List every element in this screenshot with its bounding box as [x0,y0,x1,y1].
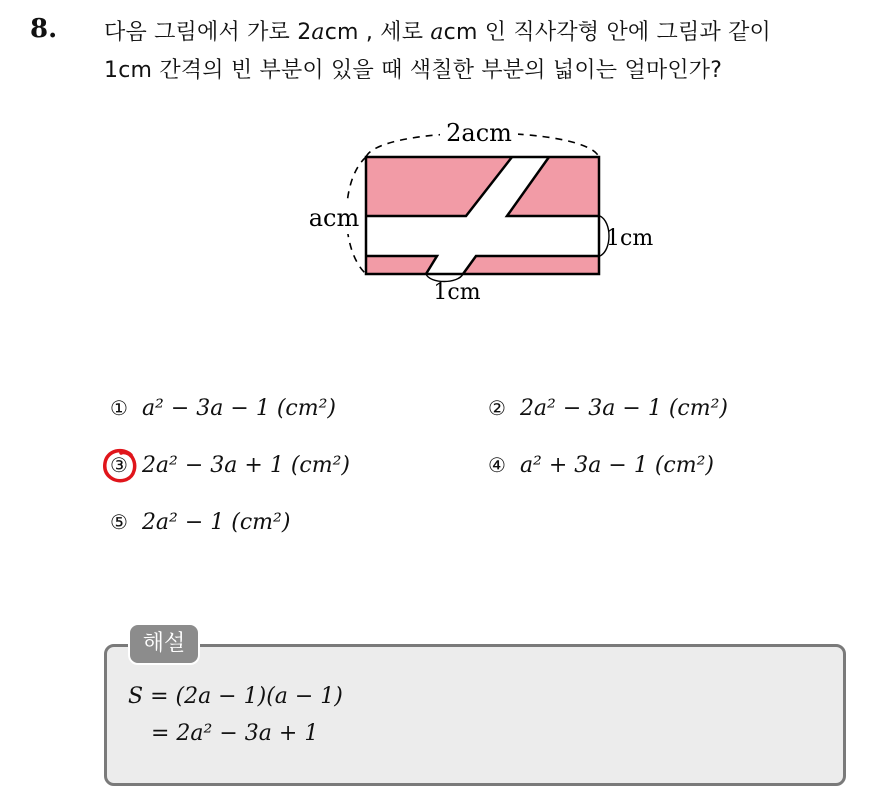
shaded-bottom-right [463,256,599,274]
question-number: 8. [30,14,58,44]
solution-tag: 해설 [128,623,200,665]
solution-line-1: S = (2a − 1)(a − 1) [128,684,343,709]
question-line-2: 1cm 간격의 빈 부분이 있을 때 색칠한 부분의 넓이는 얼마인가? [104,58,723,83]
solution-box [104,644,846,786]
choice-4[interactable]: ④ a² + 3a − 1 (cm²) [488,453,714,478]
question-line-1: 다음 그림에서 가로 2acm , 세로 acm 인 직사각형 안에 그림과 같이 [104,20,771,45]
choice-1[interactable]: ① a² − 3a − 1 (cm²) [110,396,336,421]
solution-line-2: = 2a² − 3a + 1 [151,721,319,746]
choice-5[interactable]: ⑤ 2a² − 1 (cm²) [110,510,291,535]
bottom-label: 1cm [433,280,481,305]
rectangle-figure [0,0,884,340]
shaded-top-right [507,157,599,216]
choice-3[interactable]: ③ 2a² − 3a + 1 (cm²) [110,453,350,478]
left-label: acm [308,204,360,232]
right-label: 1cm [606,226,654,251]
choice-2[interactable]: ② 2a² − 3a − 1 (cm²) [488,396,728,421]
top-label: 2acm [446,119,512,147]
answer-circle-mark [101,447,139,485]
